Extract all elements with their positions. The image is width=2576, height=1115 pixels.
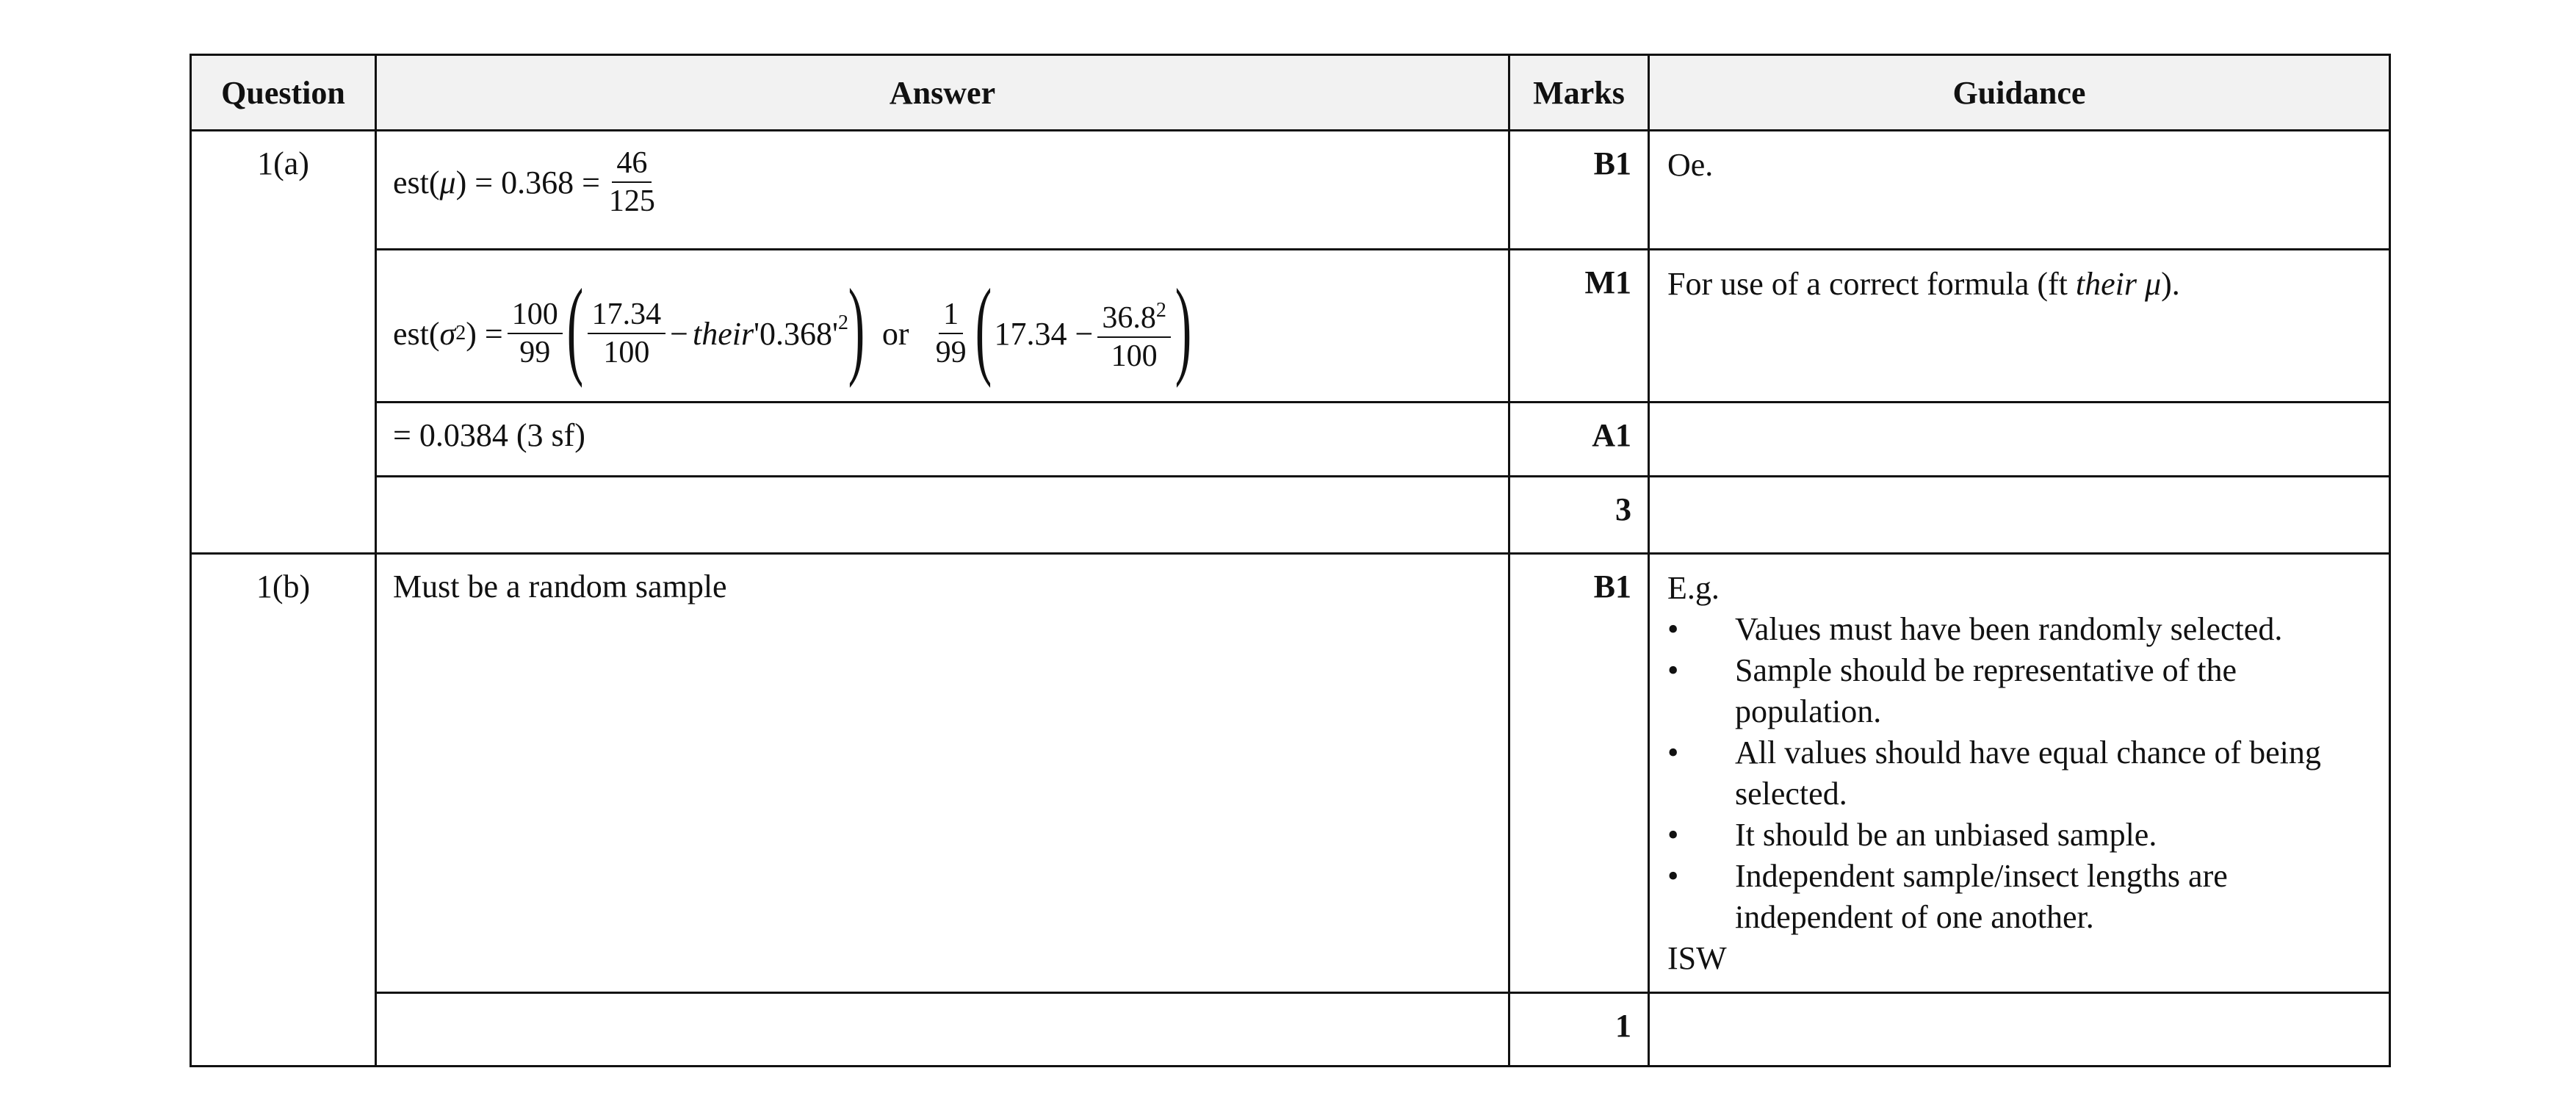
q1a-total-marks: 3 (1509, 477, 1649, 554)
header-answer: Answer (376, 55, 1509, 131)
fraction-numerator (1097, 292, 1171, 338)
mean-value-text: ) = 0.368 = (455, 164, 600, 201)
guidance-bullet: • Sample should be representative of the population. (1667, 650, 2389, 732)
q1b-row-total (191, 993, 2390, 1067)
mark-scheme-table (190, 54, 2391, 1067)
q1b-row-answer (191, 554, 2390, 993)
fraction-denominator: 99 (935, 336, 967, 369)
q1a-mark-b1: B1 (1509, 131, 1649, 250)
question-1b-label: 1(b) (191, 554, 376, 1067)
q1b-total-guidance (1649, 993, 2390, 1067)
fraction-1-99 (931, 296, 971, 371)
q1b-guidance (1649, 554, 2390, 993)
q1a-row-total (191, 477, 2390, 554)
q1b-total-marks: 1 (1509, 993, 1649, 1067)
sigma-symbol: σ (439, 315, 456, 352)
q1a-variance-answer (376, 250, 1509, 403)
fraction-100-99 (508, 296, 563, 371)
q1b-mark-b1: B1 (1509, 554, 1649, 993)
or-text: or (881, 315, 909, 352)
guidance-suffix: ). (2161, 266, 2180, 302)
q1a-total-answer (376, 477, 1509, 554)
q1a-result-answer: = 0.0384 (3 sf) (376, 403, 1509, 477)
mean-fraction (605, 145, 660, 220)
fraction-numerator: 17.34 (588, 296, 666, 334)
q1a-row-mean (191, 131, 2390, 250)
header-question: Question (191, 55, 376, 131)
q1b-answer: Must be a random sample (376, 554, 1509, 993)
fraction-numerator: 100 (508, 296, 563, 334)
q1a-mean-answer (376, 131, 1509, 250)
guidance-bullet: • It should be an unbiased sample. (1667, 815, 2389, 856)
mu-symbol: μ (439, 164, 456, 201)
est-text: est( (393, 315, 440, 352)
fraction-denominator: 100 (1111, 339, 1158, 373)
q1a-result-guidance (1649, 403, 2390, 477)
q1a-variance-guidance (1649, 250, 2390, 403)
sigma-exponent: 2 (455, 322, 466, 344)
minus-sign: − (670, 315, 688, 352)
guidance-their-mu: their μ (2075, 266, 2162, 302)
q1a-row-variance (191, 250, 2390, 403)
fraction-denominator: 125 (608, 184, 655, 218)
q1a-total-guidance (1649, 477, 2390, 554)
guidance-bullet: • Values must have been randomly selected. (1667, 609, 2389, 650)
header-guidance: Guidance (1649, 55, 2390, 131)
fraction-denominator: 99 (519, 336, 551, 369)
est-text: est( (393, 164, 440, 201)
guidance-isw: ISW (1667, 940, 1727, 976)
fraction-17-34-100 (588, 296, 666, 371)
q1a-mean-guidance: Oe. (1649, 131, 2390, 250)
question-1a-label: 1(a) (191, 131, 376, 554)
value-exponent: 2 (837, 311, 848, 334)
q1a-mark-a1: A1 (1509, 403, 1649, 477)
equals-text: ) = (466, 315, 503, 352)
term-17-34: 17.34 − (994, 315, 1094, 352)
fraction-numerator: 1 (939, 296, 963, 334)
header-marks: Marks (1509, 55, 1649, 131)
fraction-numerator: 46 (612, 145, 652, 183)
right-paren: ) (848, 267, 865, 389)
fraction-denominator: 100 (603, 336, 650, 369)
q1a-row-result (191, 403, 2390, 477)
their-text: their (692, 315, 754, 352)
guidance-intro: E.g. (1667, 570, 1720, 606)
guidance-bullet: • Independent sample/insect lengths are independent of one another. (1667, 856, 2389, 938)
guidance-text: For use of a correct formula (ft (1667, 266, 2076, 302)
guidance-bullet: • All values should have equal chance of being selected. (1667, 732, 2389, 815)
q1b-total-answer (376, 993, 1509, 1067)
left-paren: ( (566, 267, 583, 389)
guidance-bullet-list (1667, 609, 2389, 938)
value-exponent: 2 (1155, 299, 1166, 322)
q1a-mark-m1: M1 (1509, 250, 1649, 403)
fraction-36-8-squared-100 (1097, 292, 1171, 375)
value-0-368: '0.368' (754, 315, 838, 352)
header-row (191, 55, 2390, 131)
left-paren: ( (975, 267, 992, 389)
right-paren: ) (1175, 267, 1192, 389)
value-36-8: 36.8 (1102, 301, 1156, 335)
